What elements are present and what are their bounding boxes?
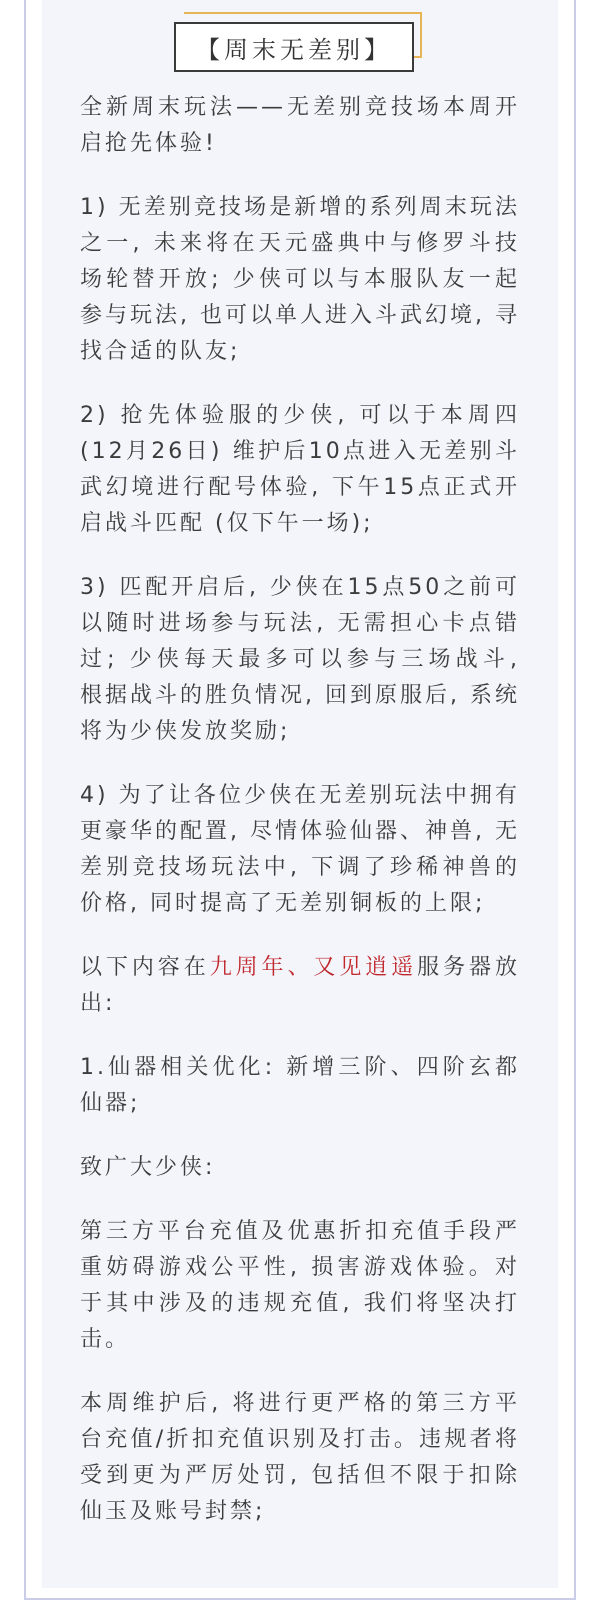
salutation-paragraph: 致广大少侠: [80, 1155, 216, 1180]
rule-paragraph-4: 4) 为了让各位少侠在无差别玩法中拥有更豪华的配置, 尽情体验仙器、神兽, 无差别竞技场玩法中, 下调了珍稀神兽的价格, 同时提高了无差别铜板的上限; [80, 783, 520, 916]
rule-paragraph-3: 3) 匹配开启后, 少侠在15点50之前可以随时进场参与玩法, 无需担心卡点错过; 少侠每天最多可以参与三场战斗, 根据战斗的胜负情况, 回到原服后, 系统将为少侠发放奖励; [80, 575, 520, 744]
intro-paragraph: 全新周末玩法——无差别竞技场本周开启抢先体验! [80, 95, 520, 156]
server-note-prefix: 以下内容在 [80, 955, 210, 980]
rule-paragraph-2: 2) 抢先体验服的少侠, 可以于本周四 (12月26日) 维护后10点进入无差别斗武幻境进行配号体验, 下午15点正式开启战斗匹配 (仅下午一场); [80, 403, 520, 536]
server-note-suffix: 服务器放出: [80, 955, 520, 1016]
title-block [174, 12, 426, 72]
section-title: 【周末无差别】 [174, 22, 414, 72]
server-names-highlight: 九周年、又见逍遥 [209, 955, 418, 980]
article-body [80, 90, 520, 1558]
rule-paragraph-1: 1) 无差别竞技场是新增的系列周末玩法之一, 未来将在天元盛典中与修罗斗技场轮替开放; 少侠可以与本服队友一起参与玩法, 也可以单人进入斗武幻境, 寻找合适的队友; [80, 195, 520, 364]
server-note-paragraph [80, 950, 520, 1022]
notice-paragraph-1: 第三方平台充值及优惠折扣充值手段严重妨碍游戏公平性, 损害游戏体验。对于其中涉及的违规充值, 我们将坚决打击。 [80, 1219, 520, 1352]
optimization-paragraph: 1.仙器相关优化: 新增三阶、四阶玄都仙器; [80, 1055, 520, 1116]
notice-paragraph-2: 本周维护后, 将进行更严格的第三方平台充值/折扣充值识别及打击。违规者将受到更为严厉处罚, 包括但不限于扣除仙玉及账号封禁; [80, 1391, 520, 1524]
